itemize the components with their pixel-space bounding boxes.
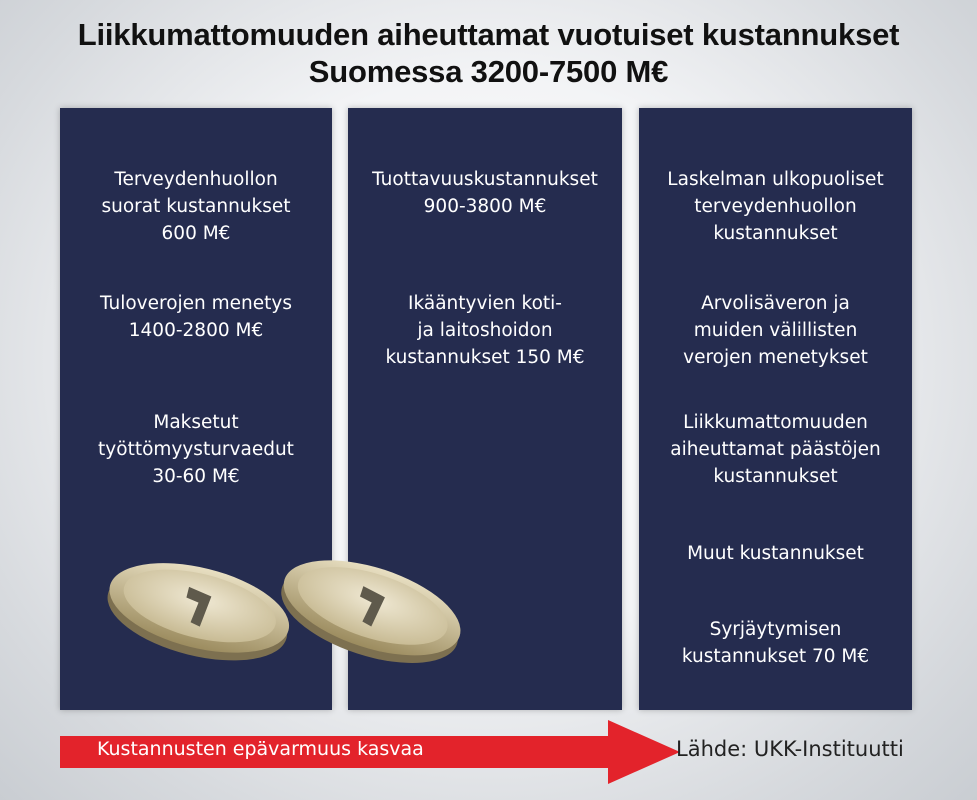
cost-item: Muut kustannukset: [687, 543, 864, 564]
cost-item: Syrjäytymisen kustannukset 70 M€: [681, 619, 870, 667]
cost-column-3: [639, 108, 912, 710]
coin-icon: [105, 550, 298, 670]
source-credit: Lähde: UKK-Instituutti: [676, 737, 904, 761]
infographic-title: [0, 16, 977, 90]
cost-item: Ikääntyvien koti- ja laitoshoidon kustannukset 150 M€: [385, 293, 585, 368]
cost-item: Terveydenhuollon suorat kustannukset 600 M€: [101, 169, 291, 244]
cost-item: Liikkumattomuuden aiheuttamat päästöjen kustannukset: [670, 412, 881, 487]
title-line-2: Suomessa 3200-7500 M€: [308, 54, 669, 89]
coins-illustration: [105, 550, 485, 670]
cost-item: Tuloverojen menetys 1400-2800 M€: [99, 293, 292, 341]
cost-item: Maksetut työttömyysturvaedut 30-60 M€: [98, 412, 294, 487]
title-line-1: Liikkumattomuuden aiheuttamat vuotuiset kustannukset: [77, 17, 900, 52]
cost-item: Arvolisäveron ja muiden välillisten verojen menetykset: [683, 293, 868, 368]
cost-item: Laskelman ulkopuoliset terveydenhuollon kustannukset: [667, 169, 884, 244]
cost-item: Tuottavuuskustannukset 900-3800 M€: [372, 169, 598, 217]
arrow-label: Kustannusten epävarmuus kasvaa: [97, 738, 424, 760]
coin-icon: [270, 550, 472, 670]
